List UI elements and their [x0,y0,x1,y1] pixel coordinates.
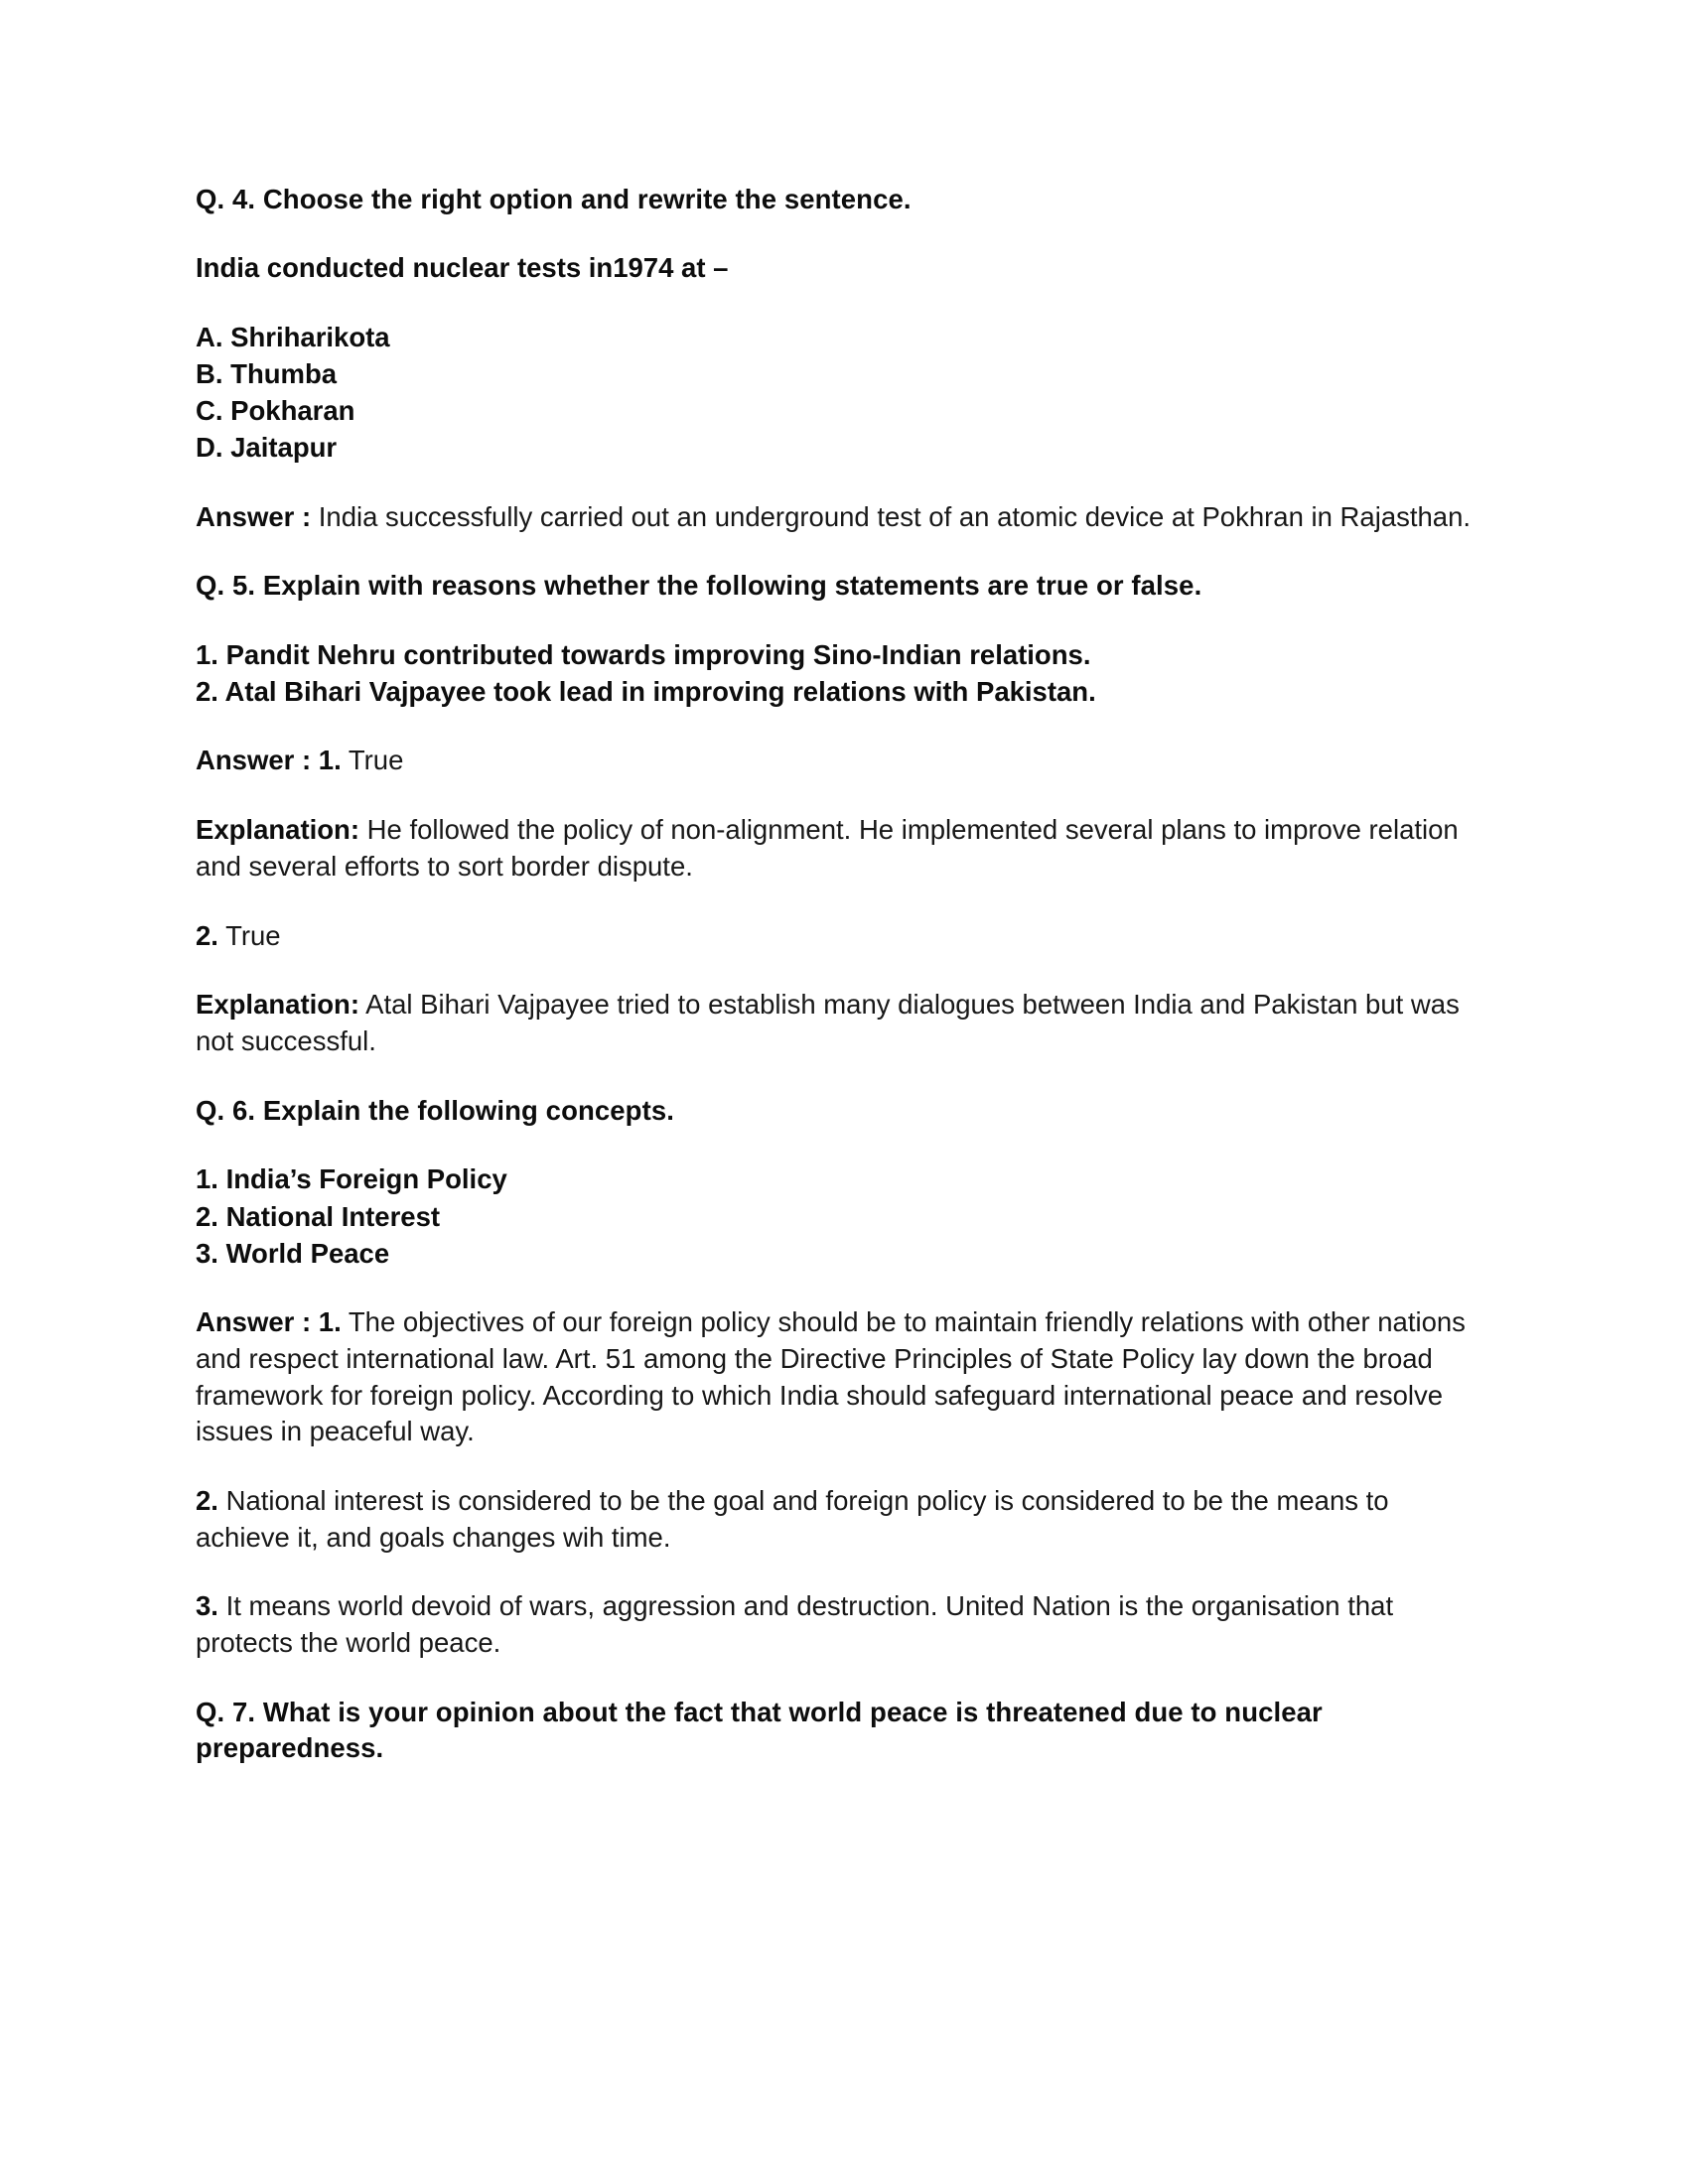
answer-label: Answer : [196,500,312,532]
answer-body: True [341,745,404,776]
concept-1: 1. India’s Foreign Policy [196,1163,507,1195]
question-5-answer-1 [196,743,1481,779]
question-4-options [196,319,1481,467]
question-5-statements [196,636,1481,711]
answer-body: The objectives of our foreign policy should be to maintain friendly relations with other nations and respect international law. Art. 51 among the Directive Principles of State Policy lay down the broad framework for foreign policy. According to which India should safeguard international peace and resolve issues in peaceful way. [196,1306,1466,1447]
statement-1: 1. Pandit Nehru contributed towards improving Sino-Indian relations. [196,638,1091,670]
answer-label: Answer : 1. [196,745,342,776]
question-4-answer [196,499,1481,536]
question-7-heading: Q. 7. What is your opinion about the fact that world peace is threatened due to nuclear preparedness. [196,1696,1323,1763]
answer-body: India successfully carried out an underground test of an atomic device at Pokhran in Rajasthan. [311,500,1472,532]
explanation-body: He followed the policy of non-alignment. He implemented several plans to improve relation and several efforts to sort border dispute. [196,814,1459,882]
concept-3: 3. World Peace [196,1237,390,1269]
question-5-answer-2 [196,918,1481,955]
answer-label: 3. [196,1590,218,1622]
answer-label: 2. [196,1484,218,1516]
question-5-heading: Q. 5. Explain with reasons whether the following statements are true or false. [196,570,1202,602]
concept-2: 2. National Interest [196,1200,441,1232]
option-d: D. Jaitapur [196,432,338,464]
option-c: C. Pokharan [196,395,355,426]
question-4-stem: India conducted nuclear tests in1974 at – [196,251,729,283]
statement-2: 2. Atal Bihari Vajpayee took lead in improving relations with Pakistan. [196,676,1096,708]
question-6-heading: Q. 6. Explain the following concepts. [196,1094,674,1126]
question-6-answer-1 [196,1304,1481,1450]
explanation-body: Atal Bihari Vajpayee tried to establish many dialogues between India and Pakistan but was not successful. [196,989,1460,1056]
option-a: A. Shriharikota [196,321,390,352]
question-6-answer-2 [196,1483,1481,1556]
explanation-label: Explanation: [196,814,360,846]
answer-label: 2. [196,919,218,951]
answer-body: It means world devoid of wars, aggression and destruction. United Nation is the organisation that protects the world peace. [196,1590,1394,1659]
question-5-explanation-2 [196,987,1481,1059]
question-6-concepts [196,1160,1481,1272]
explanation-label: Explanation: [196,989,360,1021]
document-content [196,182,1481,1798]
option-b: B. Thumba [196,357,338,389]
answer-body: National interest is considered to be the goal and foreign policy is considered to be the means to achieve it, and goals changes wih time. [196,1484,1389,1553]
answer-label: Answer : 1. [196,1306,342,1338]
question-4-heading: Q. 4. Choose the right option and rewrite the sentence. [196,184,912,214]
answer-body: True [217,919,281,951]
question-6-answer-3 [196,1588,1481,1661]
question-5-explanation-1 [196,812,1481,885]
